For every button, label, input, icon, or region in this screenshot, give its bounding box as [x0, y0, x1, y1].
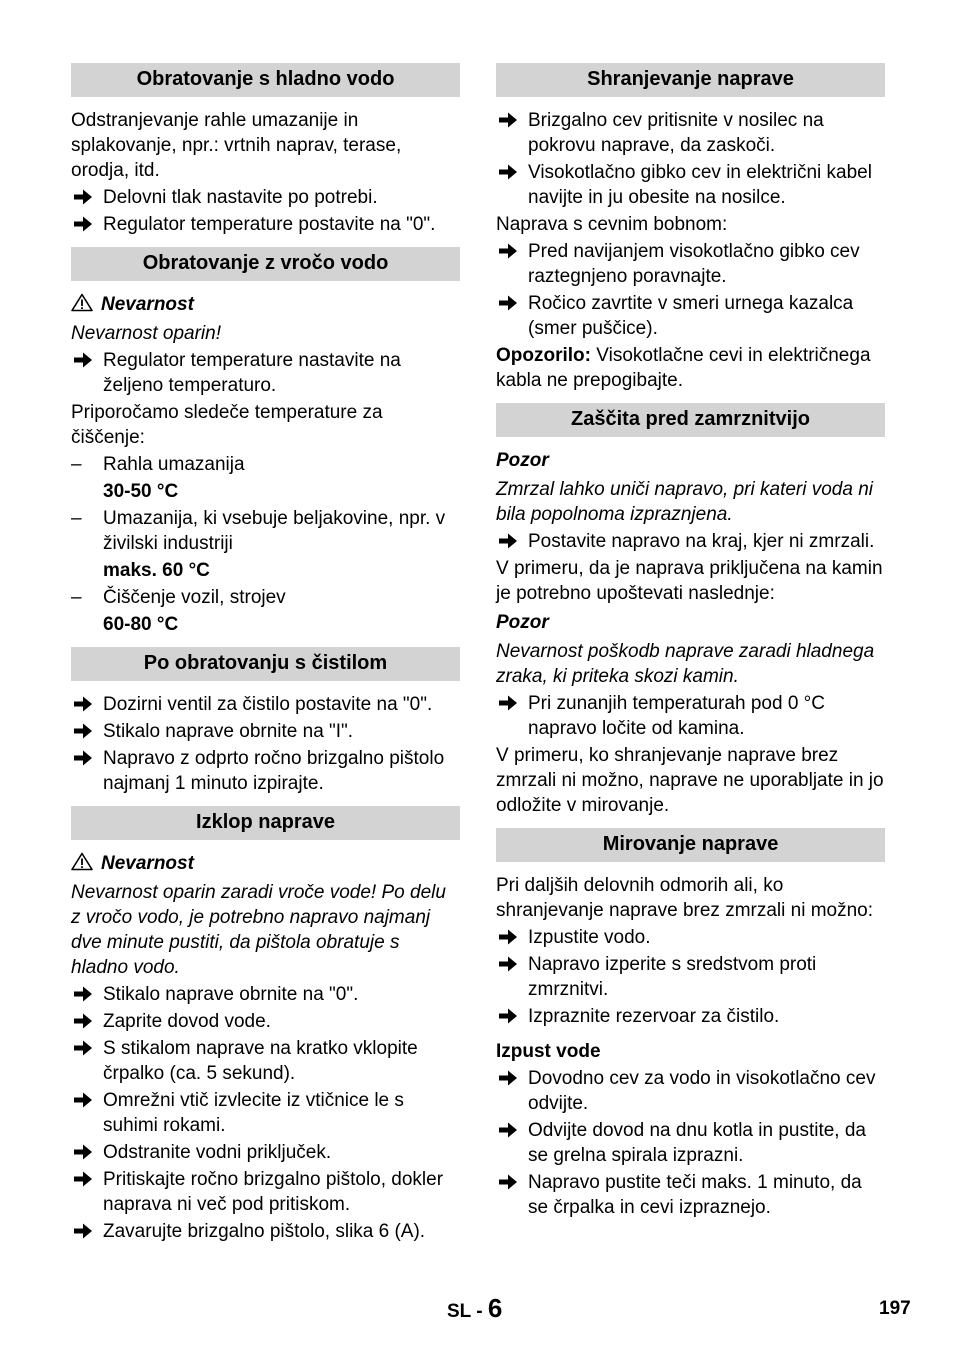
section-heading-after-detergent: Po obratovanju s čistilom [71, 647, 460, 681]
danger-text: Nevarnost oparin! [71, 323, 221, 344]
arrow-right-icon [498, 1173, 518, 1191]
list-item: Regulator temperature postavite na "0". [71, 212, 460, 237]
section-heading-hot-water: Obratovanje z vročo vodo [71, 247, 460, 281]
list-item: Stikalo naprave obrnite na "0". [71, 982, 460, 1007]
list-item: Pri zunanjih temperaturah pod 0 °C napravo ločite od kamina. [496, 691, 885, 741]
list-item: Omrežni vtič izvlecite iz vtičnice le s suhimi rokami. [71, 1088, 460, 1138]
list-item: Dovodno cev za vodo in visokotlačno cev odvijte. [496, 1066, 885, 1116]
danger-text: Nevarnost oparin zaradi vroče vode! Po delu z vročo vodo, je potrebno napravo najmanj dve minute pustiti, da pištola obratuje s hladno vodo. [71, 882, 446, 978]
paragraph: Pri daljših delovnih odmorih ali, ko shranjevanje naprave brez zmrzali ni možno: [496, 875, 874, 921]
list-item: Brizgalno cev pritisnite v nosilec na pokrovu naprave, da zaskoči. [496, 108, 885, 158]
list-item: Zaprite dovod vode. [71, 1009, 460, 1034]
list-item: Napravo pustite teči maks. 1 minuto, da se črpalka in cevi izpraznejo. [496, 1170, 885, 1220]
section-heading-frost-protection: Zaščita pred zamrznitvijo [496, 403, 885, 437]
arrow-right-icon [498, 1121, 518, 1139]
list-item: Izpraznite rezervoar za čistilo. [496, 1004, 885, 1029]
paragraph: Priporočamo sledeče temperature za čiščenje: [71, 402, 383, 448]
section-heading-shutdown: Izklop naprave [71, 806, 460, 840]
paragraph: V primeru, ko shranjevanje naprave brez zmrzali ni možno, naprave ne uporabljate in jo odložite v mirovanje. [496, 745, 884, 816]
temperature-value: 30-50 °C [103, 481, 179, 502]
arrow-right-icon [73, 1222, 93, 1240]
list-item: S stikalom naprave na kratko vklopite črpalko (ca. 5 sekund). [71, 1036, 460, 1086]
arrow-right-icon [73, 695, 93, 713]
page-number: 197 [879, 1298, 911, 1319]
caution-label: Pozor [496, 450, 549, 471]
arrow-right-icon [73, 985, 93, 1003]
warning-triangle-icon [71, 852, 93, 871]
section-heading-idle: Mirovanje naprave [496, 828, 885, 862]
note: Opozorilo: Visokotlačne cevi in električnega kabla ne prepogibajte. [496, 345, 871, 391]
section-heading-storage: Shranjevanje naprave [496, 63, 885, 97]
arrow-right-icon [73, 1143, 93, 1161]
arrow-right-icon [498, 694, 518, 712]
arrow-right-icon [498, 1007, 518, 1025]
list-item: Dozirni ventil za čistilo postavite na "0". [71, 692, 460, 717]
paragraph: Odstranjevanje rahle umazanije in splakovanje, npr.: vrtnih naprav, terase, orodja, itd. [71, 110, 402, 181]
arrow-right-icon [498, 242, 518, 260]
temperature-value: 60-80 °C [103, 614, 179, 635]
arrow-right-icon [498, 294, 518, 312]
arrow-right-icon [73, 1012, 93, 1030]
dash-item: – Umazanija, ki vsebuje beljakovine, npr. v živilski industriji [71, 508, 446, 554]
list-item: Delovni tlak nastavite po potrebi. [71, 185, 460, 210]
list-item: Pred navijanjem visokotlačno gibko cev raztegnjeno poravnajte. [496, 239, 885, 289]
note-label: Opozorilo: [496, 345, 591, 366]
danger-label: Nevarnost [71, 851, 460, 876]
arrow-right-icon [498, 928, 518, 946]
list-item: Napravo izperite s sredstvom proti zmrznitvi. [496, 952, 885, 1002]
arrow-right-icon [73, 351, 93, 369]
arrow-right-icon [73, 1039, 93, 1057]
arrow-right-icon [498, 111, 518, 129]
caution-label: Pozor [496, 612, 549, 633]
list-item: Izpustite vodo. [496, 925, 885, 950]
danger-label: Nevarnost [71, 292, 460, 317]
arrow-right-icon [498, 1069, 518, 1087]
temperature-value: maks. 60 °C [103, 560, 210, 581]
left-column [71, 63, 460, 1246]
footer-section-page: 6 [487, 1293, 503, 1323]
list-item: Visokotlačno gibko cev in električni kabel navijte in ju obesite na nosilce. [496, 160, 885, 210]
list-item: Zavarujte brizgalno pištolo, slika 6 (A). [71, 1219, 460, 1244]
right-column [496, 63, 885, 1222]
caution-text: Nevarnost poškodb naprave zaradi hladnega zraka, ki priteka skozi kamin. [496, 641, 875, 687]
footer-language: SL [447, 1301, 471, 1322]
subheading-water-drain: Izpust vode [496, 1041, 601, 1062]
arrow-right-icon [498, 163, 518, 181]
list-item: Stikalo naprave obrnite na "I". [71, 719, 460, 744]
paragraph: Naprava s cevnim bobnom: [496, 214, 728, 235]
arrow-right-icon [73, 749, 93, 767]
list-item: Pritiskajte ročno brizgalno pištolo, dokler naprava ni več pod pritiskom. [71, 1167, 460, 1217]
section-heading-cold-water: Obratovanje s hladno vodo [71, 63, 460, 97]
footer-section-marker: SL - 6 [447, 1293, 503, 1323]
list-item: Odstranite vodni priključek. [71, 1140, 460, 1165]
arrow-right-icon [73, 188, 93, 206]
arrow-right-icon [73, 722, 93, 740]
paragraph: V primeru, da je naprava priključena na kamin je potrebno upoštevati naslednje: [496, 558, 883, 604]
list-item: Napravo z odprto ročno brizgalno pištolo najmanj 1 minuto izpirajte. [71, 746, 460, 796]
list-item: Regulator temperature nastavite na željeno temperaturo. [71, 348, 460, 398]
dash-item: – Rahla umazanija [71, 454, 245, 475]
arrow-right-icon [498, 532, 518, 550]
arrow-right-icon [73, 1091, 93, 1109]
list-item: Odvijte dovod na dnu kotla in pustite, da se grelna spirala izprazni. [496, 1118, 885, 1168]
warning-triangle-icon [71, 293, 93, 312]
list-item: Ročico zavrtite v smeri urnega kazalca (smer puščice). [496, 291, 885, 341]
dash-item: – Čiščenje vozil, strojev [71, 587, 286, 608]
arrow-right-icon [498, 955, 518, 973]
arrow-right-icon [73, 1170, 93, 1188]
caution-text: Zmrzal lahko uniči napravo, pri kateri voda ni bila popolnoma izpraznjena. [496, 479, 874, 525]
arrow-right-icon [73, 215, 93, 233]
list-item: Postavite napravo na kraj, kjer ni zmrzali. [496, 529, 885, 554]
